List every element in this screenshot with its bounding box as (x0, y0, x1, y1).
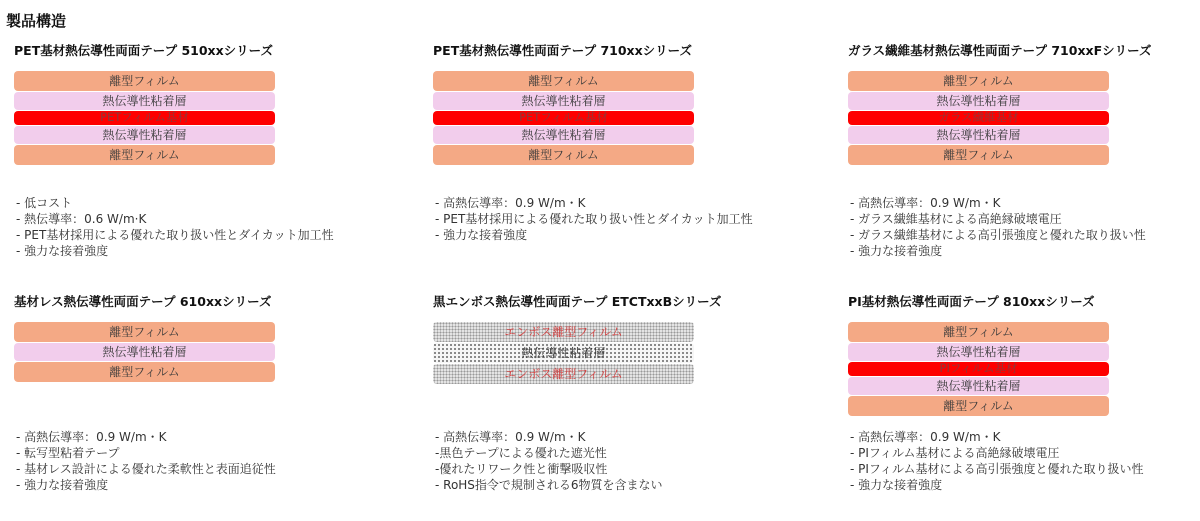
layer-adhesive: 熱伝導性粘着層 (848, 126, 1109, 144)
layer-substrate: PETフィルム基材 (433, 111, 694, 125)
layer-substrate: PIフィルム基材 (848, 362, 1109, 376)
feature-list (16, 195, 334, 259)
page-title: 製品構造 (6, 12, 67, 30)
feature-item: - RoHS指令で規制される6物質を含まない (435, 478, 663, 492)
layer-adhesive: 熱伝導性粘着層 (14, 92, 275, 110)
feature-item: - 転写型粘着テープ (16, 446, 120, 460)
layer-adhesive: 熱伝導性粘着層 (848, 377, 1109, 395)
feature-list (435, 195, 753, 243)
layer-stack (848, 71, 1109, 166)
product-title: ガラス繊維基材熱伝導性両面テープ 710xxFシリーズ (848, 43, 1152, 58)
layer-adhesive: 熱伝導性粘着層 (848, 343, 1109, 361)
product-title: 基材レス熱伝導性両面テープ 610xxシリーズ (14, 294, 272, 309)
feature-item: - PIフィルム基材による高絶縁破壊電圧 (850, 446, 1060, 460)
feature-item: - 高熱伝導率：0.9 W/m・K (435, 196, 586, 210)
layer-release: 離型フィルム (14, 71, 275, 91)
product-title: PET基材熱伝導性両面テープ 510xxシリーズ (14, 43, 274, 58)
layer-black-adhesive: 熱伝導性粘着層 (433, 343, 694, 363)
feature-item: - PIフィルム基材による高引張強度と優れた取り扱い性 (850, 462, 1144, 476)
layer-release: 離型フィルム (848, 396, 1109, 416)
layer-adhesive: 熱伝導性粘着層 (14, 343, 275, 361)
product-etctxxb (433, 292, 833, 507)
feature-item: - 高熱伝導率：0.9 W/m・K (850, 196, 1001, 210)
feature-item: - 低コスト (16, 196, 73, 210)
layer-adhesive: 熱伝導性粘着層 (433, 126, 694, 144)
layer-stack (14, 71, 275, 166)
feature-list (435, 429, 663, 493)
layer-adhesive: 熱伝導性粘着層 (433, 92, 694, 110)
product-610xx (14, 292, 414, 507)
layer-stack (848, 322, 1109, 417)
feature-list (16, 429, 276, 493)
feature-item: - ガラス繊維基材による高絶縁破壊電圧 (850, 212, 1062, 226)
product-710xx (433, 41, 833, 256)
product-title: 黒エンボス熱伝導性両面テープ ETCTxxBシリーズ (433, 294, 722, 309)
feature-item: - 強力な接着強度 (16, 478, 109, 492)
feature-item: - 高熱伝導率：0.9 W/m・K (16, 430, 167, 444)
feature-item: - PET基材採用による優れた取り扱い性とダイカット加工性 (16, 228, 334, 242)
feature-item: - 高熱伝導率：0.9 W/m・K (850, 430, 1001, 444)
layer-adhesive: 熱伝導性粘着層 (848, 92, 1109, 110)
feature-item: - PET基材採用による優れた取り扱い性とダイカット加工性 (435, 212, 753, 226)
feature-item: -黒色テープによる優れた遮光性 (435, 446, 607, 460)
feature-item: - 基材レス設計による優れた柔軟性と表面追従性 (16, 462, 276, 476)
feature-item: - 強力な接着強度 (16, 244, 109, 258)
feature-item: - 強力な接着強度 (850, 244, 943, 258)
feature-item: - 強力な接着強度 (850, 478, 943, 492)
layer-release: 離型フィルム (14, 145, 275, 165)
product-510xx (14, 41, 414, 256)
product-title: PI基材熱伝導性両面テープ 810xxシリーズ (848, 294, 1095, 309)
feature-item: - 熱伝導率：0.6 W/m·K (16, 212, 147, 226)
layer-stack (433, 322, 694, 385)
feature-item: - 強力な接着強度 (435, 228, 528, 242)
feature-item: -優れたリワーク性と衝撃吸収性 (435, 462, 608, 476)
layer-substrate: PETフィルム基材 (14, 111, 275, 125)
layer-release: 離型フィルム (848, 145, 1109, 165)
layer-release: 離型フィルム (433, 145, 694, 165)
layer-release: 離型フィルム (14, 362, 275, 382)
feature-list (850, 429, 1143, 493)
layer-release: 離型フィルム (433, 71, 694, 91)
layer-substrate: ガラス繊維基材 (848, 111, 1109, 125)
product-title: PET基材熱伝導性両面テープ 710xxシリーズ (433, 43, 693, 58)
layer-emboss: エンボス離型フィルム (433, 364, 694, 384)
product-810xx (848, 292, 1198, 507)
feature-item: - 高熱伝導率：0.9 W/m・K (435, 430, 586, 444)
layer-stack (14, 322, 275, 383)
layer-adhesive: 熱伝導性粘着層 (14, 126, 275, 144)
layer-release: 離型フィルム (14, 322, 275, 342)
feature-item: - ガラス繊維基材による高引張強度と優れた取り扱い性 (850, 228, 1146, 242)
layer-stack (433, 71, 694, 166)
layer-emboss: エンボス離型フィルム (433, 322, 694, 342)
product-710xxF (848, 41, 1198, 256)
layer-release: 離型フィルム (848, 322, 1109, 342)
layer-release: 離型フィルム (848, 71, 1109, 91)
feature-list (850, 195, 1146, 259)
